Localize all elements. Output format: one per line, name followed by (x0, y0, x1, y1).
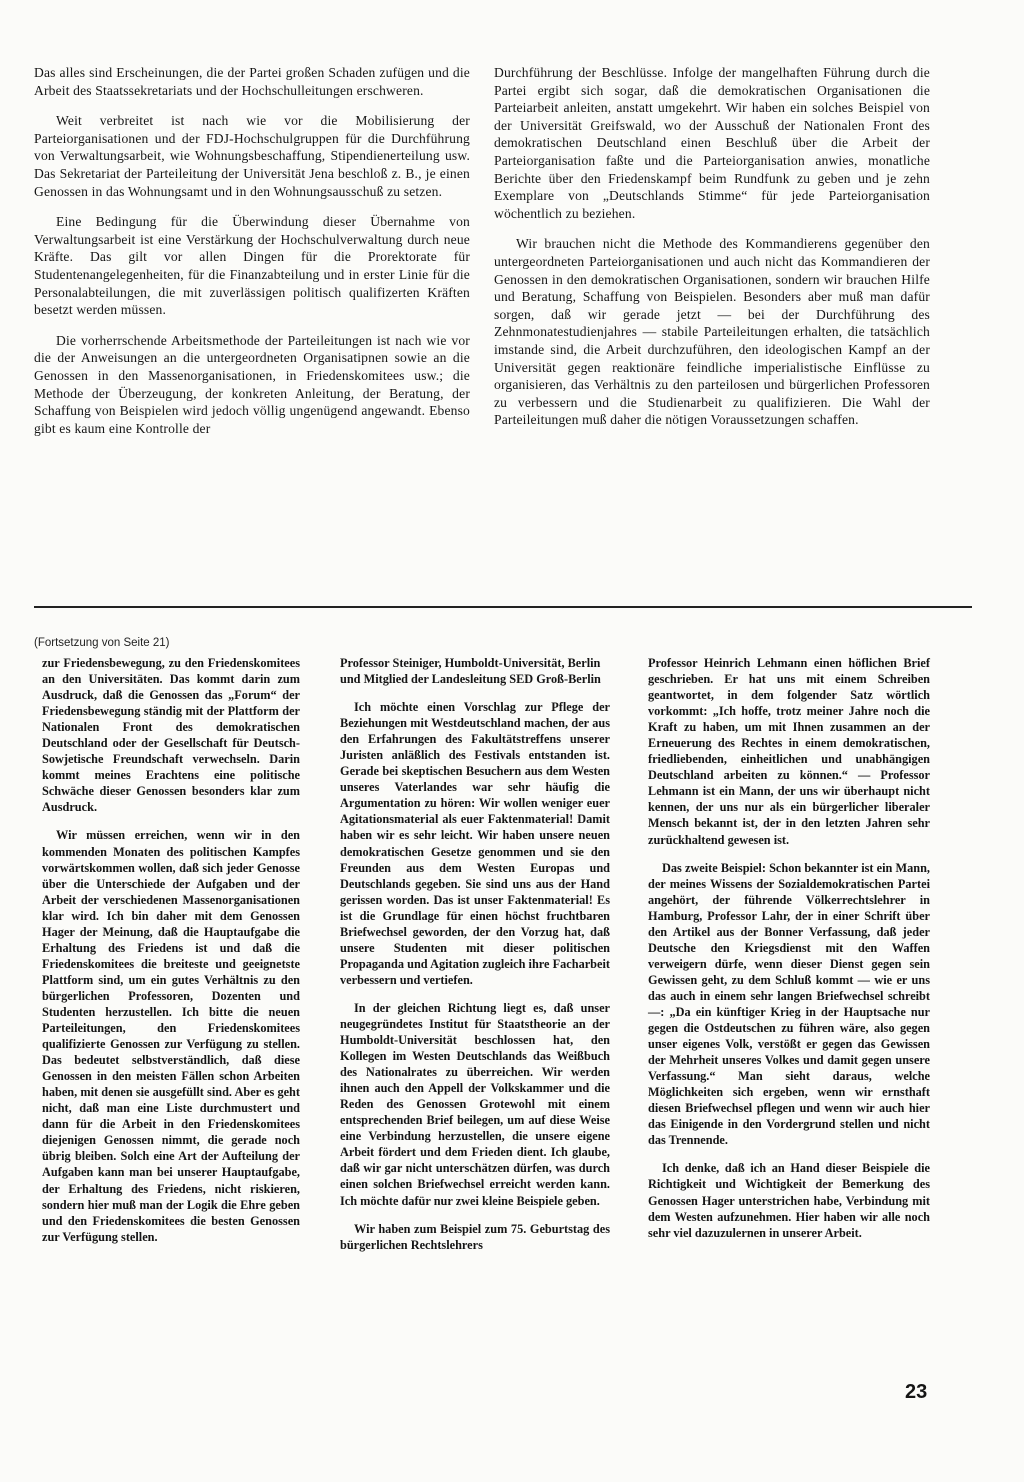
paragraph: Ich möchte einen Vorschlag zur Pflege der Beziehungen mit Westdeutschland machen, der aus den Erfahrungen des Fakultätstreffens unserer Juristen anläßlich des Festivals entstanden ist. Gerade bei skeptischen Besuchern aus dem Westen unseres Vaterlandes war sehr häufig die Argumentation zu hören: Wir wollen weniger euer Agitationsmaterial als euer Faktenmaterial! Damit haben wir es sehr leicht. Wir haben unsere neuen demokratischen Gesetze genommen und sie den Freunden aus dem Westen Europas und Deutschlands gegeben. Sie sind uns aus der Hand gerissen worden. Das ist unser Faktenmaterial! Es ist die Grundlage für einen höchst fruchtbaren Briefwechsel geworden, der den Vorzug hat, daß unsere Studenten mit dieser politischen Propaganda und Agitation zugleich ihre Facharbeit verbessern und vertiefen. (340, 700, 610, 987)
upper-left-column (34, 64, 470, 450)
paragraph: In der gleichen Richtung liegt es, daß unser neugegründetes Institut für Staatstheorie an der Humboldt-Universität beschlossen hat, den Kollegen im Westen Deutschlands das Weißbuch des Nationalrates zu überreichen. Wir werden ihnen auch den Appell der Volkskammer und die Reden des Genossen Grotewohl mit einem entsprechenden Brief beilegen, um auf diese Weise eine Verbindung herzustellen, die unsere eigene Arbeit fördert und dem Frieden dient. Ich glaube, daß wir gar nicht unterschätzen dürfen, was durch einen solchen Briefwechsel erreicht werden kann. Ich möchte dafür nur zwei kleine Beispiele geben. (340, 1000, 610, 1208)
paragraph: zur Friedensbewegung, zu den Friedenskomitees an den Universitäten. Das kommt darin zum Ausdruck, daß die Genossen das „Forum“ der Friedensbewegung ständig mit der Plattform der Nationalen Front des demokratischen Deutschland oder der Gesellschaft für Deutsch-Sowjetische Freundschaft verwechseln. Darin kommt meines Erachtens eine politische Schwäche dieser Genossen besonders klar zum Ausdruck. (42, 656, 300, 815)
paragraph: Wir haben zum Beispiel zum 75. Geburtstag des bürgerlichen Rechtslehrers (340, 1221, 610, 1252)
lower-column-2 (340, 655, 610, 1265)
upper-right-column (494, 64, 930, 442)
continuation-note: (Fortsetzung von Seite 21) (34, 637, 170, 649)
paragraph: Durchführung der Beschlüsse. Infolge der mangelhaften Führung durch die Partei ergibt sich sogar, daß die demokratischen Organisationen die Parteiarbeit anleiten, anstatt umgekehrt. Wir haben ein solches Beispiel von der Universität Greifswald, wo der Ausschuß der Nationalen Front des demokratischen Deutschland einen Beschluß über die Arbeit der Parteiorganisation faßte und die Parteiorganisation anwies, monatliche Berichte über den Friedenskampf beim Rundfunk zu geben und je zehn Exemplare von „Deutschlands Stimme“ für jede Parteiorganisation wöchentlich zu beziehen. (494, 65, 930, 221)
page-number: 23 (905, 1381, 928, 1403)
lower-column-3 (648, 655, 930, 1253)
paragraph: Ich denke, daß ich an Hand dieser Beispiele die Richtigkeit und Wichtigkeit der Bemerkung des Genossen Hager unterstrichen habe, Verbindung mit dem Westen aufzunehmen. Hier haben wir alle noch sehr viel dazuzulernen in unserer Arbeit. (648, 1161, 930, 1240)
upper-article-section (34, 64, 936, 564)
paragraph: Die vorherrschende Arbeitsmethode der Parteileitungen ist nach wie vor die der Anweisungen an die untergeordneten Organisatipnen sowie an die Genossen in den Massenorganisationen, in Friedenskomitees usw.; die Methode der Überzeugung, der konkreten Anleitung, der Beratung, der Schaffung von Beispielen wird jedoch völlig ungenügend angewandt. Ebenso gibt es kaum eine Kontrolle der (34, 332, 470, 436)
paragraph: Professor Heinrich Lehmann einen höflichen Brief geschrieben. Er hat uns mit einem Schreiben geantwortet, in dem folgender Satz wörtlich vorkommt: „Ich hoffe, trotz meiner Jahre noch die Kraft zu haben, um mit Ihnen zusammen an der Erneuerung des Rechtes in einem demokratischen, friedliebenden, einheitlichen und unabhängigen Deutschland arbeiten zu können.“ — Professor Lehmann ist ein Mann, der uns wir überhaupt nicht kennen, der uns nur als ein bürgerlicher liberaler Mensch bekannt ist, der in den letzten Jahren sehr zurückhaltend gewesen ist. (648, 656, 930, 847)
paragraph: Das alles sind Erscheinungen, die der Partei großen Schaden zufügen und die Arbeit des Staatssekretariats und der Hochschulleitungen erschweren. (34, 65, 470, 98)
lower-article-section (0, 655, 1024, 1415)
paragraph: Wir müssen erreichen, wenn wir in den kommenden Monaten des politischen Kampfes vorwärtskommen wollen, daß sich jeder Genosse über die Unterschiede der Aufgaben und der Arbeit der verschiedenen Massenorganisationen klar wird. Ich bin daher mit dem Genossen Hager der Meinung, daß die Hauptaufgabe die Erhaltung des Friedens ist und daß die Friedenskomitees die breiteste und geeignetste Plattform sind, um ein gutes Verhältnis zu den bürgerlichen Professoren, Dozenten und Studenten herzustellen. Ich bitte die neuen Parteileitungen, den Friedenskomitees qualifizierte Genossen zur Verfügung zu stellen. Das bedeutet selbstverständlich, daß diese Genossen in den meisten Fällen schon Arbeiten haben, mit denen sie ausgefüllt sind. Aber es geht nicht, daß man eine Liste durchmustert und dann für die Arbeit in den Friedenskomitees diejenigen Genossen nimmt, die gerade noch übrig bleiben. Solch eine Art der Aufteilung der Aufgaben kann man bei unserer Hauptaufgabe, der Erhaltung des Friedens, nicht riskieren, sondern hier muß man der Logik die Ehre geben und den Friedenskomitees die besten Genossen zur Verfügung stellen. (42, 828, 300, 1244)
speaker-heading: Professor Steiniger, Humboldt-Universität, Berlin und Mitglied der Landesleitung SED Groß-Berlin (340, 656, 601, 687)
lower-column-1 (42, 655, 300, 1257)
paragraph: Wir brauchen nicht die Methode des Kommandierens gegenüber den untergeordneten Parteiorganisationen und auch nicht das Kommandieren der Genossen in den demokratischen Organisationen, sondern wir brauchen Hilfe und Beratung, Schaffung von Beispielen. Besonders aber muß man dafür sorgen, daß wir gerade jetzt — bei der Durchführung des Zehnmonatestudienjahres — stabile Parteileitungen erhalten, die tatsächlich imstande sind, die Arbeit durchzuführen, den ideologischen Kampf an der Universität gegen reaktionäre feindliche imperialistische Einflüsse zu organisieren, das Verhältnis zu den parteilosen und bürgerlichen Professoren zu verbessern und die Studienarbeit zu qualifizieren. Die Wahl der Parteileitungen muß daher die nötigen Voraussetzungen schaffen. (494, 236, 930, 428)
section-divider (34, 606, 972, 608)
paragraph: Das zweite Beispiel: Schon bekannter ist ein Mann, der meines Wissens der Sozialdemokratischen Partei angehört, der führende Völkerrechtslehrer in Hamburg, Professor Lahr, der in einer Schrift über den Artikel aus der Bonner Verfassung, daß jeder Deutsche den Kriegsdienst mit den Waffen verweigern dürfe, wenn dieser Dienst gegen sein Gewissen geht, zu dem Schluß kommt — wie er uns das auch in einem sehr langen Briefwechsel schreibt —: „Da ein künftiger Krieg in der Hauptsache nur gegen die Ostdeutschen zu führen wäre, also gegen unser eigenes Volk, verstößt er gegen das Gewissen der Mehrheit unseres Volkes und damit gegen unsere Verfassung.“ Man sieht daraus, welche Möglichkeiten sich ergeben, wenn wir ernsthaft diesen Briefwechsel pflegen und wenn wir auch hier das Einigende in den Vordergrund stellen und nicht das Trennende. (648, 860, 930, 1148)
paragraph: Weit verbreitet ist nach wie vor die Mobilisierung der Parteiorganisationen und der FDJ-Hochschulgruppen für die Durchführung von Verwaltungsarbeit, wie Wohnungsbeschaffung, Stipendienerteilung usw. Das Sekretariat der Parteileitung der Universität Jena beschloß z. B., je einen Genossen in das Wohnungsamt und in den Wohnungsausschuß zu setzen. (34, 113, 470, 199)
paragraph: Eine Bedingung für die Überwindung dieser Übernahme von Verwaltungsarbeit ist eine Verstärkung der Hochschulverwaltung durch neue Kräfte. Das gilt vor allen Dingen für die Prorektorate für Studentenangelegenheiten, für die Finanzabteilung und in erster Linie für die Personalabteilungen, die mit zuverlässigen politisch qualifizerten Kräften besetzt werden müssen. (34, 214, 470, 318)
